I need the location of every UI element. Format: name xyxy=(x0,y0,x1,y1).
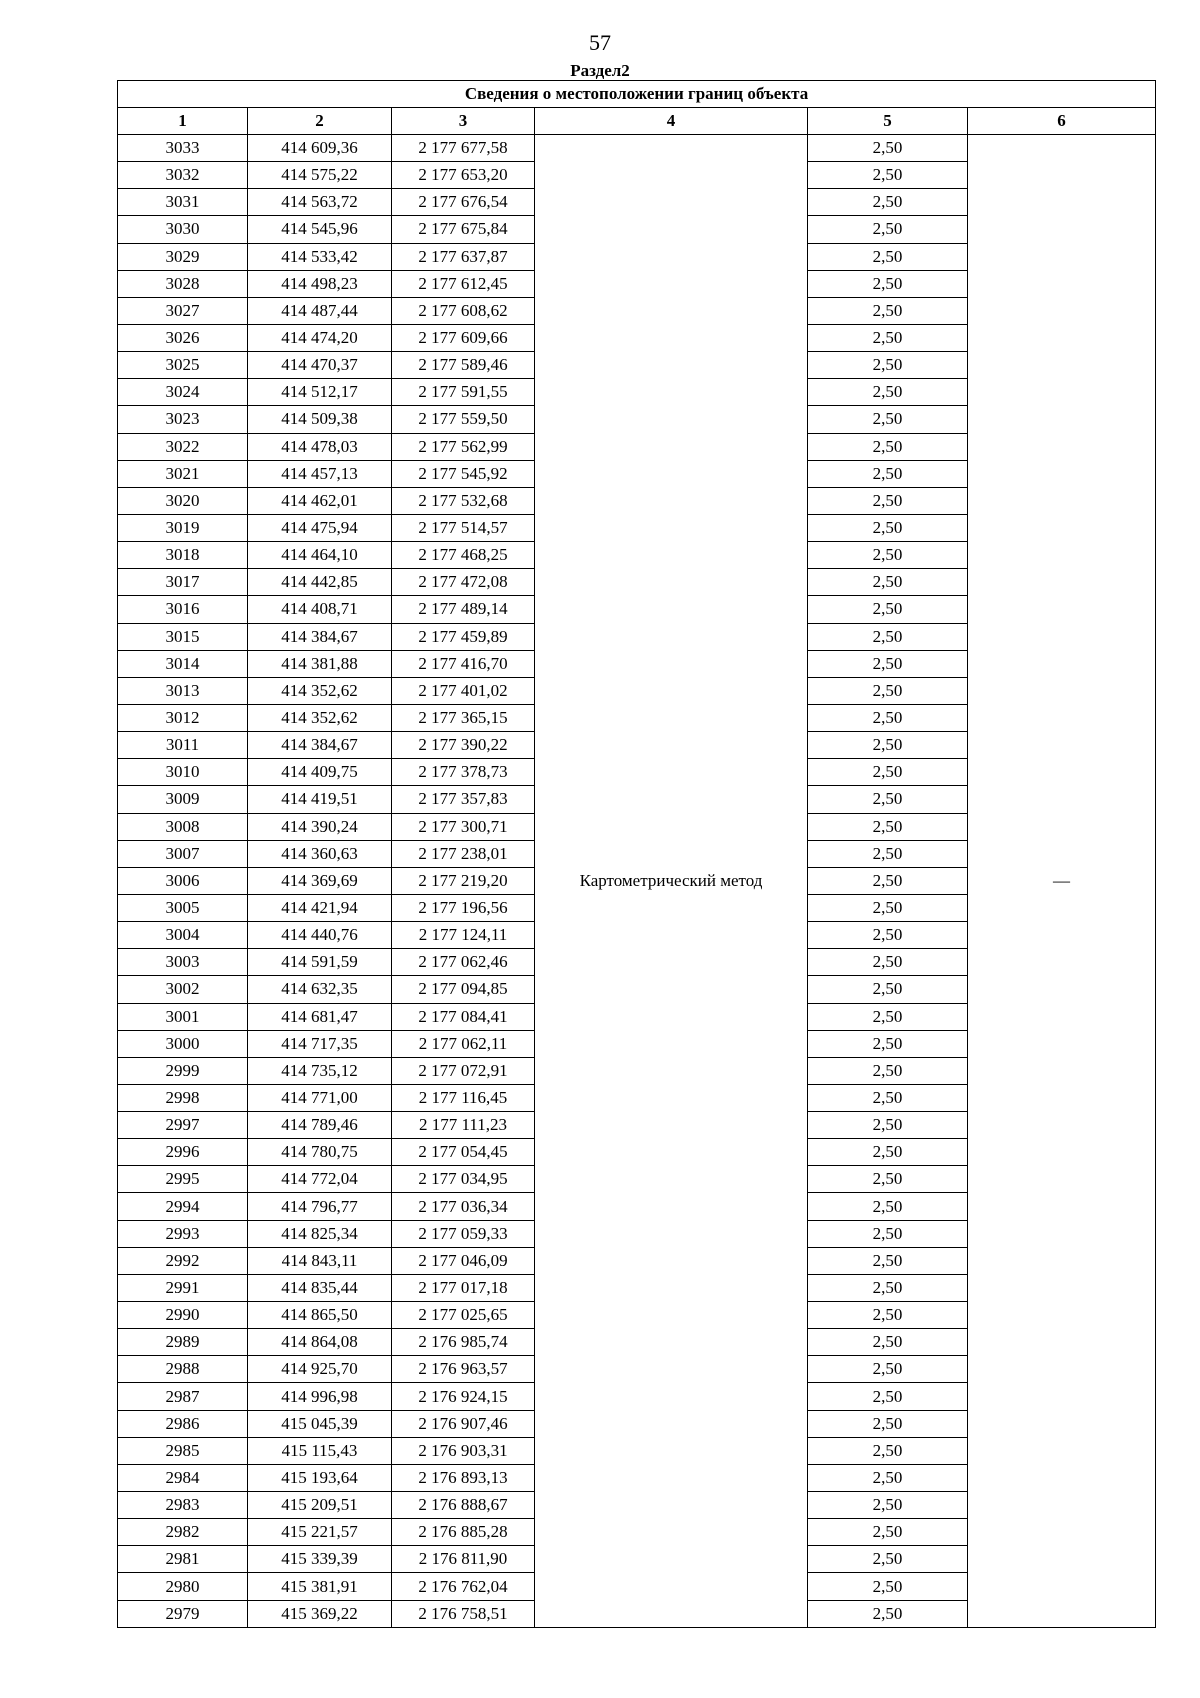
point-number-cell: 2989 xyxy=(118,1329,248,1356)
x-coordinate-cell: 414 735,12 xyxy=(248,1057,392,1084)
x-coordinate-cell: 414 470,37 xyxy=(248,352,392,379)
point-number-cell: 3012 xyxy=(118,704,248,731)
x-coordinate-cell: 415 381,91 xyxy=(248,1573,392,1600)
point-number-cell: 3013 xyxy=(118,677,248,704)
accuracy-cell: 2,50 xyxy=(808,1030,968,1057)
accuracy-cell: 2,50 xyxy=(808,433,968,460)
x-coordinate-cell: 414 409,75 xyxy=(248,759,392,786)
x-coordinate-cell: 414 384,67 xyxy=(248,623,392,650)
accuracy-cell: 2,50 xyxy=(808,1437,968,1464)
x-coordinate-cell: 415 221,57 xyxy=(248,1519,392,1546)
point-number-cell: 3011 xyxy=(118,732,248,759)
y-coordinate-cell: 2 177 094,85 xyxy=(392,976,535,1003)
point-number-cell: 3015 xyxy=(118,623,248,650)
y-coordinate-cell: 2 177 562,99 xyxy=(392,433,535,460)
y-coordinate-cell: 2 177 300,71 xyxy=(392,813,535,840)
x-coordinate-cell: 414 825,34 xyxy=(248,1220,392,1247)
y-coordinate-cell: 2 177 608,62 xyxy=(392,297,535,324)
column-header-6: 6 xyxy=(968,108,1156,135)
y-coordinate-cell: 2 177 390,22 xyxy=(392,732,535,759)
x-coordinate-cell: 414 996,98 xyxy=(248,1383,392,1410)
x-coordinate-cell: 414 789,46 xyxy=(248,1112,392,1139)
point-number-cell: 3027 xyxy=(118,297,248,324)
x-coordinate-cell: 414 533,42 xyxy=(248,243,392,270)
x-coordinate-cell: 414 464,10 xyxy=(248,542,392,569)
accuracy-cell: 2,50 xyxy=(808,1139,968,1166)
x-coordinate-cell: 414 591,59 xyxy=(248,949,392,976)
point-number-cell: 3014 xyxy=(118,650,248,677)
y-coordinate-cell: 2 177 238,01 xyxy=(392,840,535,867)
accuracy-cell: 2,50 xyxy=(808,949,968,976)
x-coordinate-cell: 414 498,23 xyxy=(248,270,392,297)
accuracy-cell: 2,50 xyxy=(808,732,968,759)
accuracy-cell: 2,50 xyxy=(808,1112,968,1139)
y-coordinate-cell: 2 177 677,58 xyxy=(392,135,535,162)
y-coordinate-cell: 2 176 758,51 xyxy=(392,1600,535,1627)
point-number-cell: 3003 xyxy=(118,949,248,976)
y-coordinate-cell: 2 176 811,90 xyxy=(392,1546,535,1573)
y-coordinate-cell: 2 176 985,74 xyxy=(392,1329,535,1356)
accuracy-cell: 2,50 xyxy=(808,352,968,379)
point-number-cell: 3021 xyxy=(118,460,248,487)
accuracy-cell: 2,50 xyxy=(808,1329,968,1356)
x-coordinate-cell: 414 474,20 xyxy=(248,324,392,351)
x-coordinate-cell: 414 421,94 xyxy=(248,894,392,921)
x-coordinate-cell: 414 772,04 xyxy=(248,1166,392,1193)
y-coordinate-cell: 2 177 589,46 xyxy=(392,352,535,379)
accuracy-cell: 2,50 xyxy=(808,1084,968,1111)
point-number-cell: 3025 xyxy=(118,352,248,379)
accuracy-cell: 2,50 xyxy=(808,297,968,324)
point-number-cell: 2980 xyxy=(118,1573,248,1600)
x-coordinate-cell: 414 717,35 xyxy=(248,1030,392,1057)
point-number-cell: 3005 xyxy=(118,894,248,921)
accuracy-cell: 2,50 xyxy=(808,406,968,433)
accuracy-cell: 2,50 xyxy=(808,1600,968,1627)
x-coordinate-cell: 414 381,88 xyxy=(248,650,392,677)
accuracy-cell: 2,50 xyxy=(808,786,968,813)
y-coordinate-cell: 2 177 025,65 xyxy=(392,1302,535,1329)
accuracy-cell: 2,50 xyxy=(808,759,968,786)
y-coordinate-cell: 2 177 062,11 xyxy=(392,1030,535,1057)
y-coordinate-cell: 2 177 017,18 xyxy=(392,1274,535,1301)
accuracy-cell: 2,50 xyxy=(808,1057,968,1084)
point-number-cell: 2994 xyxy=(118,1193,248,1220)
x-coordinate-cell: 414 442,85 xyxy=(248,569,392,596)
accuracy-cell: 2,50 xyxy=(808,1464,968,1491)
accuracy-cell: 2,50 xyxy=(808,569,968,596)
x-coordinate-cell: 414 408,71 xyxy=(248,596,392,623)
y-coordinate-cell: 2 177 532,68 xyxy=(392,487,535,514)
y-coordinate-cell: 2 176 893,13 xyxy=(392,1464,535,1491)
point-number-cell: 2993 xyxy=(118,1220,248,1247)
accuracy-cell: 2,50 xyxy=(808,1383,968,1410)
x-coordinate-cell: 414 360,63 xyxy=(248,840,392,867)
y-coordinate-cell: 2 177 034,95 xyxy=(392,1166,535,1193)
y-coordinate-cell: 2 177 401,02 xyxy=(392,677,535,704)
y-coordinate-cell: 2 176 907,46 xyxy=(392,1410,535,1437)
y-coordinate-cell: 2 177 591,55 xyxy=(392,379,535,406)
x-coordinate-cell: 414 369,69 xyxy=(248,867,392,894)
column-header-2: 2 xyxy=(248,108,392,135)
accuracy-cell: 2,50 xyxy=(808,324,968,351)
point-number-cell: 2986 xyxy=(118,1410,248,1437)
y-coordinate-cell: 2 177 468,25 xyxy=(392,542,535,569)
method-cell: Картометрический метод xyxy=(535,135,808,1628)
accuracy-cell: 2,50 xyxy=(808,1519,968,1546)
point-number-cell: 3004 xyxy=(118,922,248,949)
y-coordinate-cell: 2 176 762,04 xyxy=(392,1573,535,1600)
point-number-cell: 2983 xyxy=(118,1492,248,1519)
accuracy-cell: 2,50 xyxy=(808,867,968,894)
y-coordinate-cell: 2 177 472,08 xyxy=(392,569,535,596)
y-coordinate-cell: 2 177 357,83 xyxy=(392,786,535,813)
y-coordinate-cell: 2 177 046,09 xyxy=(392,1247,535,1274)
column6-cell: — xyxy=(968,135,1156,1628)
point-number-cell: 3023 xyxy=(118,406,248,433)
x-coordinate-cell: 414 352,62 xyxy=(248,704,392,731)
point-number-cell: 3016 xyxy=(118,596,248,623)
accuracy-cell: 2,50 xyxy=(808,677,968,704)
point-number-cell: 2995 xyxy=(118,1166,248,1193)
accuracy-cell: 2,50 xyxy=(808,216,968,243)
point-number-cell: 3031 xyxy=(118,189,248,216)
column-header-4: 4 xyxy=(535,108,808,135)
y-coordinate-cell: 2 177 116,45 xyxy=(392,1084,535,1111)
x-coordinate-cell: 414 419,51 xyxy=(248,786,392,813)
point-number-cell: 3000 xyxy=(118,1030,248,1057)
accuracy-cell: 2,50 xyxy=(808,894,968,921)
accuracy-cell: 2,50 xyxy=(808,135,968,162)
y-coordinate-cell: 2 177 196,56 xyxy=(392,894,535,921)
x-coordinate-cell: 415 115,43 xyxy=(248,1437,392,1464)
y-coordinate-cell: 2 177 612,45 xyxy=(392,270,535,297)
y-coordinate-cell: 2 177 378,73 xyxy=(392,759,535,786)
x-coordinate-cell: 414 462,01 xyxy=(248,487,392,514)
y-coordinate-cell: 2 176 888,67 xyxy=(392,1492,535,1519)
point-number-cell: 3028 xyxy=(118,270,248,297)
accuracy-cell: 2,50 xyxy=(808,1193,968,1220)
point-number-cell: 2992 xyxy=(118,1247,248,1274)
table-title: Сведения о местоположении границ объекта xyxy=(118,81,1156,108)
y-coordinate-cell: 2 177 219,20 xyxy=(392,867,535,894)
x-coordinate-cell: 414 352,62 xyxy=(248,677,392,704)
x-coordinate-cell: 415 339,39 xyxy=(248,1546,392,1573)
y-coordinate-cell: 2 177 059,33 xyxy=(392,1220,535,1247)
accuracy-cell: 2,50 xyxy=(808,1274,968,1301)
point-number-cell: 3010 xyxy=(118,759,248,786)
x-coordinate-cell: 414 575,22 xyxy=(248,162,392,189)
point-number-cell: 3032 xyxy=(118,162,248,189)
point-number-cell: 2985 xyxy=(118,1437,248,1464)
accuracy-cell: 2,50 xyxy=(808,162,968,189)
y-coordinate-cell: 2 177 609,66 xyxy=(392,324,535,351)
accuracy-cell: 2,50 xyxy=(808,922,968,949)
point-number-cell: 2997 xyxy=(118,1112,248,1139)
y-coordinate-cell: 2 177 062,46 xyxy=(392,949,535,976)
column-header-5: 5 xyxy=(808,108,968,135)
table-row xyxy=(118,135,1156,162)
accuracy-cell: 2,50 xyxy=(808,460,968,487)
accuracy-cell: 2,50 xyxy=(808,1492,968,1519)
x-coordinate-cell: 414 509,38 xyxy=(248,406,392,433)
x-coordinate-cell: 415 369,22 xyxy=(248,1600,392,1627)
y-coordinate-cell: 2 177 124,11 xyxy=(392,922,535,949)
point-number-cell: 3022 xyxy=(118,433,248,460)
point-number-cell: 3024 xyxy=(118,379,248,406)
x-coordinate-cell: 415 045,39 xyxy=(248,1410,392,1437)
x-coordinate-cell: 415 209,51 xyxy=(248,1492,392,1519)
accuracy-cell: 2,50 xyxy=(808,1573,968,1600)
accuracy-cell: 2,50 xyxy=(808,487,968,514)
x-coordinate-cell: 414 864,08 xyxy=(248,1329,392,1356)
point-number-cell: 2987 xyxy=(118,1383,248,1410)
accuracy-cell: 2,50 xyxy=(808,189,968,216)
x-coordinate-cell: 414 843,11 xyxy=(248,1247,392,1274)
accuracy-cell: 2,50 xyxy=(808,1166,968,1193)
point-number-cell: 2982 xyxy=(118,1519,248,1546)
point-number-cell: 2998 xyxy=(118,1084,248,1111)
x-coordinate-cell: 414 390,24 xyxy=(248,813,392,840)
y-coordinate-cell: 2 176 963,57 xyxy=(392,1356,535,1383)
accuracy-cell: 2,50 xyxy=(808,243,968,270)
y-coordinate-cell: 2 177 084,41 xyxy=(392,1003,535,1030)
accuracy-cell: 2,50 xyxy=(808,1220,968,1247)
point-number-cell: 2984 xyxy=(118,1464,248,1491)
y-coordinate-cell: 2 177 416,70 xyxy=(392,650,535,677)
section-label: Раздел2 xyxy=(570,61,630,80)
x-coordinate-cell: 414 384,67 xyxy=(248,732,392,759)
point-number-cell: 3008 xyxy=(118,813,248,840)
accuracy-cell: 2,50 xyxy=(808,1410,968,1437)
point-number-cell: 2981 xyxy=(118,1546,248,1573)
column-header-1: 1 xyxy=(118,108,248,135)
x-coordinate-cell: 414 487,44 xyxy=(248,297,392,324)
point-number-cell: 2988 xyxy=(118,1356,248,1383)
point-number-cell: 3007 xyxy=(118,840,248,867)
point-number-cell: 3026 xyxy=(118,324,248,351)
y-coordinate-cell: 2 177 637,87 xyxy=(392,243,535,270)
y-coordinate-cell: 2 177 111,23 xyxy=(392,1112,535,1139)
point-number-cell: 3020 xyxy=(118,487,248,514)
x-coordinate-cell: 414 796,77 xyxy=(248,1193,392,1220)
point-number-cell: 3001 xyxy=(118,1003,248,1030)
accuracy-cell: 2,50 xyxy=(808,514,968,541)
point-number-cell: 3006 xyxy=(118,867,248,894)
accuracy-cell: 2,50 xyxy=(808,379,968,406)
accuracy-cell: 2,50 xyxy=(808,976,968,1003)
accuracy-cell: 2,50 xyxy=(808,542,968,569)
y-coordinate-cell: 2 177 489,14 xyxy=(392,596,535,623)
accuracy-cell: 2,50 xyxy=(808,623,968,650)
accuracy-cell: 2,50 xyxy=(808,1003,968,1030)
point-number-cell: 2991 xyxy=(118,1274,248,1301)
boundary-coordinates-table xyxy=(117,80,1156,1628)
x-coordinate-cell: 414 457,13 xyxy=(248,460,392,487)
accuracy-cell: 2,50 xyxy=(808,1546,968,1573)
accuracy-cell: 2,50 xyxy=(808,650,968,677)
point-number-cell: 3002 xyxy=(118,976,248,1003)
y-coordinate-cell: 2 176 924,15 xyxy=(392,1383,535,1410)
y-coordinate-cell: 2 177 545,92 xyxy=(392,460,535,487)
column-header-3: 3 xyxy=(392,108,535,135)
accuracy-cell: 2,50 xyxy=(808,1356,968,1383)
accuracy-cell: 2,50 xyxy=(808,270,968,297)
point-number-cell: 3017 xyxy=(118,569,248,596)
x-coordinate-cell: 414 681,47 xyxy=(248,1003,392,1030)
x-coordinate-cell: 414 865,50 xyxy=(248,1302,392,1329)
point-number-cell: 3029 xyxy=(118,243,248,270)
accuracy-cell: 2,50 xyxy=(808,596,968,623)
table-body xyxy=(118,135,1156,1628)
point-number-cell: 2996 xyxy=(118,1139,248,1166)
y-coordinate-cell: 2 177 559,50 xyxy=(392,406,535,433)
y-coordinate-cell: 2 177 653,20 xyxy=(392,162,535,189)
point-number-cell: 3009 xyxy=(118,786,248,813)
x-coordinate-cell: 414 475,94 xyxy=(248,514,392,541)
accuracy-cell: 2,50 xyxy=(808,1247,968,1274)
point-number-cell: 2979 xyxy=(118,1600,248,1627)
y-coordinate-cell: 2 177 676,54 xyxy=(392,189,535,216)
x-coordinate-cell: 414 478,03 xyxy=(248,433,392,460)
page-number: 57 xyxy=(589,30,611,55)
y-coordinate-cell: 2 176 903,31 xyxy=(392,1437,535,1464)
x-coordinate-cell: 415 193,64 xyxy=(248,1464,392,1491)
x-coordinate-cell: 414 780,75 xyxy=(248,1139,392,1166)
x-coordinate-cell: 414 563,72 xyxy=(248,189,392,216)
y-coordinate-cell: 2 177 675,84 xyxy=(392,216,535,243)
y-coordinate-cell: 2 177 514,57 xyxy=(392,514,535,541)
accuracy-cell: 2,50 xyxy=(808,1302,968,1329)
y-coordinate-cell: 2 177 036,34 xyxy=(392,1193,535,1220)
x-coordinate-cell: 414 512,17 xyxy=(248,379,392,406)
point-number-cell: 3019 xyxy=(118,514,248,541)
y-coordinate-cell: 2 177 459,89 xyxy=(392,623,535,650)
point-number-cell: 2999 xyxy=(118,1057,248,1084)
point-number-cell: 3030 xyxy=(118,216,248,243)
x-coordinate-cell: 414 835,44 xyxy=(248,1274,392,1301)
y-coordinate-cell: 2 176 885,28 xyxy=(392,1519,535,1546)
x-coordinate-cell: 414 632,35 xyxy=(248,976,392,1003)
accuracy-cell: 2,50 xyxy=(808,840,968,867)
y-coordinate-cell: 2 177 054,45 xyxy=(392,1139,535,1166)
point-number-cell: 3018 xyxy=(118,542,248,569)
accuracy-cell: 2,50 xyxy=(808,813,968,840)
accuracy-cell: 2,50 xyxy=(808,704,968,731)
x-coordinate-cell: 414 545,96 xyxy=(248,216,392,243)
x-coordinate-cell: 414 609,36 xyxy=(248,135,392,162)
point-number-cell: 3033 xyxy=(118,135,248,162)
y-coordinate-cell: 2 177 365,15 xyxy=(392,704,535,731)
x-coordinate-cell: 414 771,00 xyxy=(248,1084,392,1111)
point-number-cell: 2990 xyxy=(118,1302,248,1329)
x-coordinate-cell: 414 440,76 xyxy=(248,922,392,949)
y-coordinate-cell: 2 177 072,91 xyxy=(392,1057,535,1084)
x-coordinate-cell: 414 925,70 xyxy=(248,1356,392,1383)
